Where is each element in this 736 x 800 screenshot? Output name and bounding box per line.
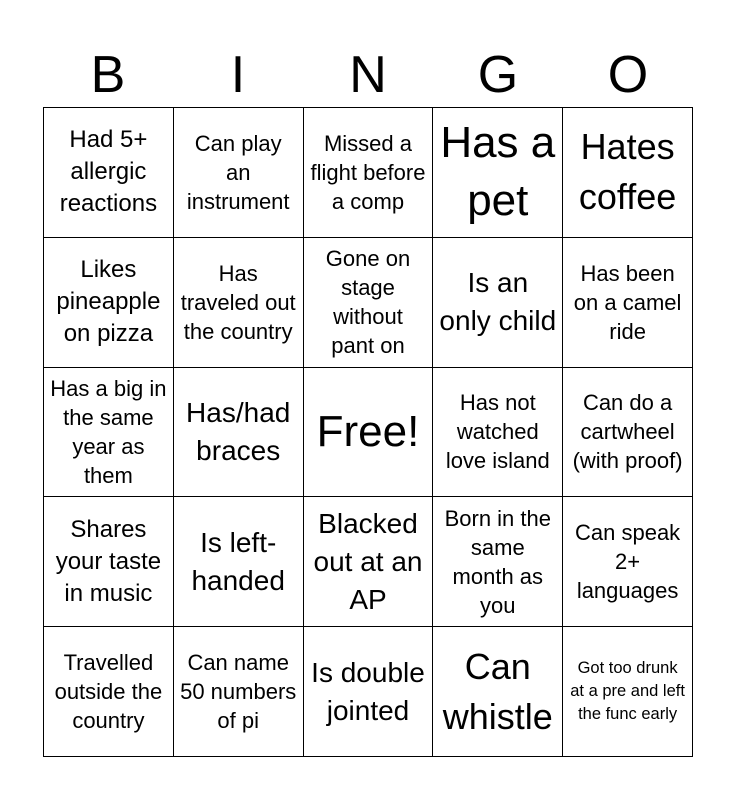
bingo-cell[interactable] xyxy=(44,238,174,368)
bingo-board xyxy=(43,107,693,757)
bingo-cell[interactable] xyxy=(304,497,434,627)
cell-text: Has traveled out the country xyxy=(180,260,296,344)
bingo-cell[interactable] xyxy=(433,368,563,498)
bingo-cell[interactable] xyxy=(563,368,693,498)
bingo-cell[interactable] xyxy=(44,497,174,627)
bingo-cell[interactable] xyxy=(174,238,304,368)
cell-text: Free! xyxy=(316,406,420,456)
bingo-cell[interactable] xyxy=(44,108,174,238)
free-space[interactable] xyxy=(304,368,434,498)
header-letter-i: I xyxy=(230,46,246,104)
bingo-cell[interactable] xyxy=(44,627,174,757)
cell-text: Had 5+ allergic reactions xyxy=(59,126,158,218)
bingo-cell[interactable] xyxy=(304,627,434,757)
cell-text: Can speak 2+ languages xyxy=(575,520,681,604)
cell-text: Can do a cartwheel (with proof) xyxy=(572,390,683,474)
bingo-cell[interactable] xyxy=(563,497,693,627)
cell-text: Blacked out at an AP xyxy=(313,507,423,615)
header-letter-n: N xyxy=(349,46,387,104)
cell-text: Shares your taste in music xyxy=(55,515,162,607)
bingo-cell[interactable] xyxy=(304,108,434,238)
cell-text: Is left-handed xyxy=(191,526,285,596)
cell-text: Is an only child xyxy=(439,267,557,337)
bingo-cell[interactable] xyxy=(174,108,304,238)
bingo-cell[interactable] xyxy=(174,627,304,757)
header-letter-o: O xyxy=(607,46,649,104)
cell-text: Has not watched love island xyxy=(445,390,550,474)
cell-text: Can whistle xyxy=(442,645,553,737)
cell-text: Likes pineapple on pizza xyxy=(56,256,161,348)
cell-text: Travelled outside the country xyxy=(54,650,163,734)
cell-text: Got too drunk at a pre and left the func early xyxy=(570,659,685,724)
cell-text: Gone on stage without pant on xyxy=(325,246,411,359)
cell-text: Can name 50 numbers of pi xyxy=(180,650,297,734)
cell-text: Has a pet xyxy=(440,118,556,226)
bingo-cell[interactable] xyxy=(174,368,304,498)
bingo-cell[interactable] xyxy=(433,497,563,627)
cell-text: Is double jointed xyxy=(311,656,425,726)
bingo-cell[interactable] xyxy=(44,368,174,498)
bingo-cell[interactable] xyxy=(563,627,693,757)
cell-text: Hates coffee xyxy=(578,126,677,218)
bingo-cell[interactable] xyxy=(433,108,563,238)
bingo-cell[interactable] xyxy=(174,497,304,627)
bingo-header xyxy=(43,42,693,108)
bingo-cell[interactable] xyxy=(563,108,693,238)
bingo-cell[interactable] xyxy=(433,238,563,368)
cell-text: Has been on a camel ride xyxy=(573,260,682,344)
cell-text: Has/had braces xyxy=(186,396,291,466)
bingo-cell[interactable] xyxy=(563,238,693,368)
cell-text: Born in the same month as you xyxy=(444,505,551,618)
header-letter-g: G xyxy=(477,46,519,104)
bingo-cell[interactable] xyxy=(304,238,434,368)
cell-text: Missed a flight before a comp xyxy=(310,130,426,214)
cell-text: Can play an instrument xyxy=(186,130,290,214)
bingo-cell[interactable] xyxy=(433,627,563,757)
cell-text: Has a big in the same year as them xyxy=(50,375,167,488)
header-letter-b: B xyxy=(90,46,126,104)
